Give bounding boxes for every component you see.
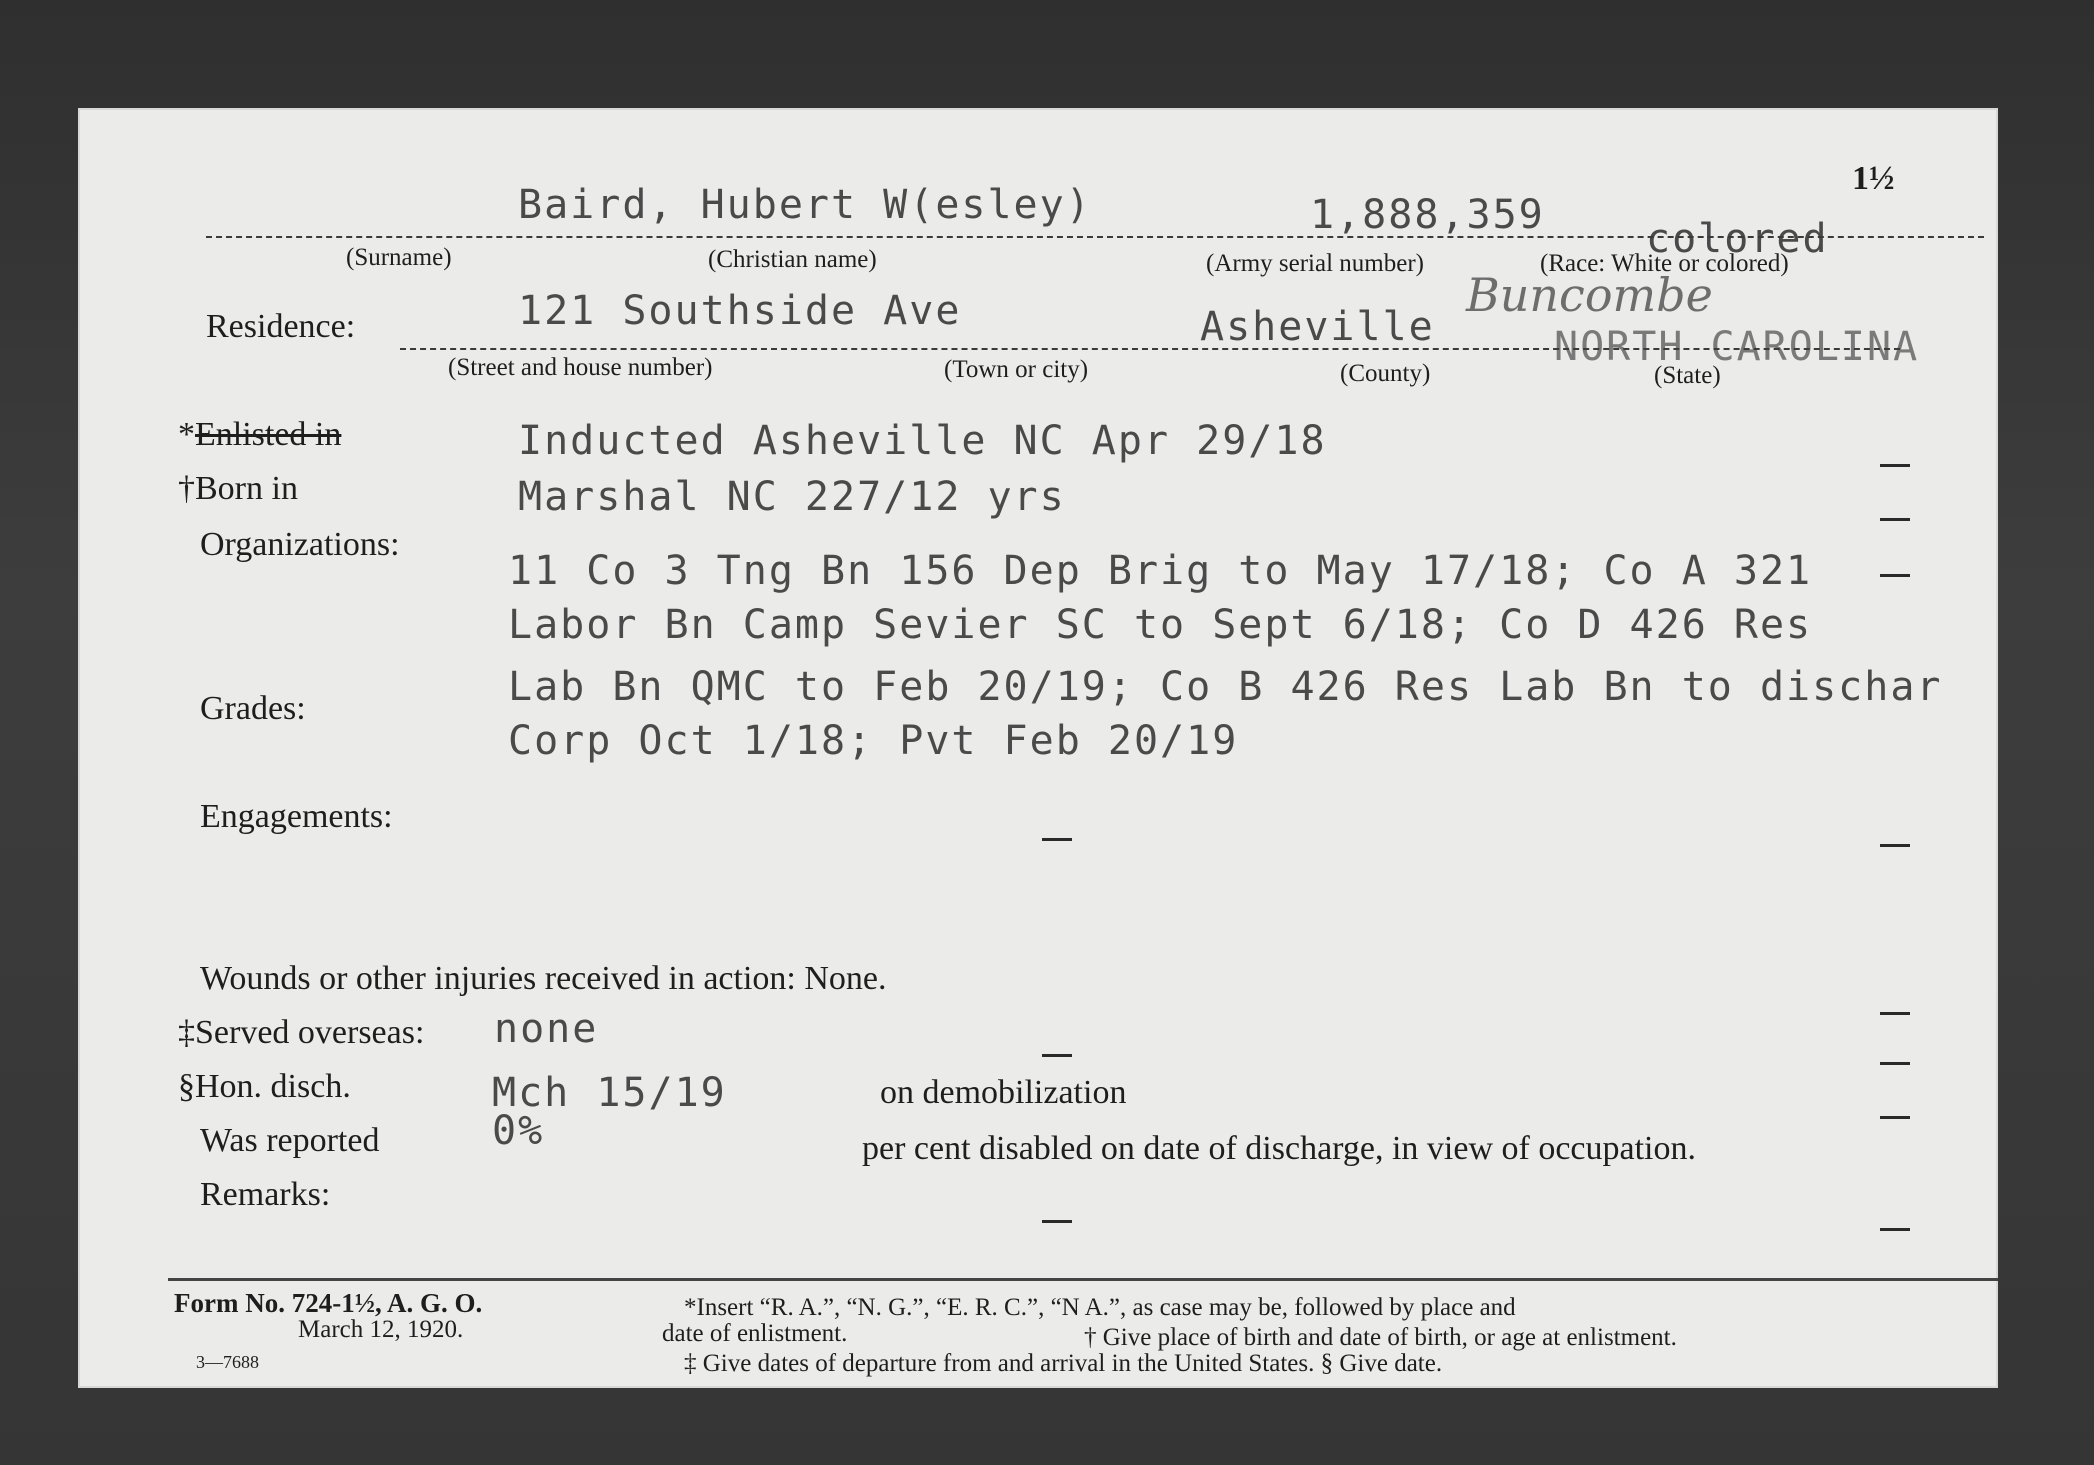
christian-name-caption: (Christian name) xyxy=(708,246,877,273)
footer-rule xyxy=(168,1278,1998,1281)
residence-label: Residence: xyxy=(206,308,356,345)
dash-mark xyxy=(1042,1054,1072,1057)
hon-disch-mark: § xyxy=(178,1068,195,1105)
street-caption: (Street and house number) xyxy=(448,354,713,381)
county-caption: (County) xyxy=(1340,360,1431,387)
dash-mark xyxy=(1880,464,1910,467)
grades-value: Corp Oct 1/18; Pvt Feb 20/19 xyxy=(508,718,1239,764)
dash-mark xyxy=(1042,1220,1072,1223)
organizations-label: Organizations: xyxy=(200,526,400,563)
born-mark: † xyxy=(178,470,195,507)
race-caption: (Race: White or colored) xyxy=(1540,250,1789,277)
form-number: Form No. 724-1½, A. G. O. xyxy=(174,1288,483,1318)
dash-mark xyxy=(1880,1116,1910,1119)
overseas-label xyxy=(178,1014,424,1052)
serial-caption: (Army serial number) xyxy=(1206,250,1424,277)
dash-mark xyxy=(1880,518,1910,521)
form-date: March 12, 1920. xyxy=(298,1316,464,1343)
born-label xyxy=(178,470,298,508)
reported-value: 0% xyxy=(492,1108,545,1154)
enlisted-value: Inducted Asheville NC Apr 29/18 xyxy=(518,418,1327,464)
surname-value: Baird, Hubert W(esley) xyxy=(518,182,1092,228)
state-value: NORTH CAROLINA xyxy=(1554,324,1920,370)
residence-rule xyxy=(400,348,1900,350)
reported-suffix: per cent disabled on date of discharge, in view of occupation. xyxy=(862,1130,1696,1167)
born-value: Marshal NC 227/12 yrs xyxy=(518,474,1066,520)
organization-line-3: Lab Bn QMC to Feb 20/19; Co B 426 Res Lab Bn to dischar xyxy=(508,664,1943,710)
overseas-text: Served overseas: xyxy=(195,1014,425,1051)
overseas-mark: ‡ xyxy=(178,1014,195,1051)
state-caption: (State) xyxy=(1654,362,1721,389)
hon-disch-value: Mch 15/19 xyxy=(492,1070,727,1116)
footnote-born: † Give place of birth and date of birth, or age at enlistment. xyxy=(1084,1324,1677,1351)
dash-mark xyxy=(1880,844,1910,847)
hon-disch-text: Hon. disch. xyxy=(195,1068,351,1105)
enlisted-label xyxy=(178,416,341,454)
dash-mark xyxy=(1880,1062,1910,1065)
wounds-text: Wounds or other injuries received in action: xyxy=(200,960,796,997)
enlisted-mark: * xyxy=(178,416,195,453)
print-code: 3—7688 xyxy=(196,1352,259,1372)
wounds-label xyxy=(200,960,887,998)
race-value: colored xyxy=(1646,216,1829,262)
grades-label: Grades: xyxy=(200,690,306,727)
card-number: 1½ xyxy=(1852,160,1895,197)
engagements-label: Engagements: xyxy=(200,798,393,835)
service-record-card xyxy=(78,108,1998,1388)
hon-disch-suffix: on demobilization xyxy=(880,1074,1127,1111)
enlisted-text: Enlisted in xyxy=(195,416,342,453)
reported-label: Was reported xyxy=(200,1122,380,1159)
hon-disch-label xyxy=(178,1068,351,1106)
footnote-insert: *Insert “R. A.”, “N. G.”, “E. R. C.”, “N A.”, as case may be, followed by place and xyxy=(684,1294,1516,1321)
footnote-insert-cont: date of enlistment. xyxy=(662,1320,848,1347)
dash-mark xyxy=(1880,1012,1910,1015)
street-value: 121 Southside Ave xyxy=(518,288,962,334)
dash-mark xyxy=(1880,1228,1910,1231)
organization-line-1: 11 Co 3 Tng Bn 156 Dep Brig to May 17/18; Co A 321 xyxy=(508,548,1813,594)
county-handwritten: Buncombe xyxy=(1466,268,1713,322)
surname-caption: (Surname) xyxy=(346,244,452,271)
serial-number-value: 1,888,359 xyxy=(1310,192,1545,238)
remarks-label: Remarks: xyxy=(200,1176,331,1213)
overseas-value: none xyxy=(494,1006,599,1052)
born-text: Born in xyxy=(195,470,298,507)
wounds-value: None. xyxy=(804,960,887,997)
organization-line-2: Labor Bn Camp Sevier SC to Sept 6/18; Co D 426 Res xyxy=(508,602,1813,648)
footnote-overseas: ‡ Give dates of departure from and arrival in the United States. § Give date. xyxy=(684,1350,1443,1377)
town-value: Asheville xyxy=(1200,304,1435,350)
dash-mark xyxy=(1042,838,1072,841)
dash-mark xyxy=(1880,574,1910,577)
header-rule xyxy=(206,236,1984,238)
town-caption: (Town or city) xyxy=(944,356,1089,383)
